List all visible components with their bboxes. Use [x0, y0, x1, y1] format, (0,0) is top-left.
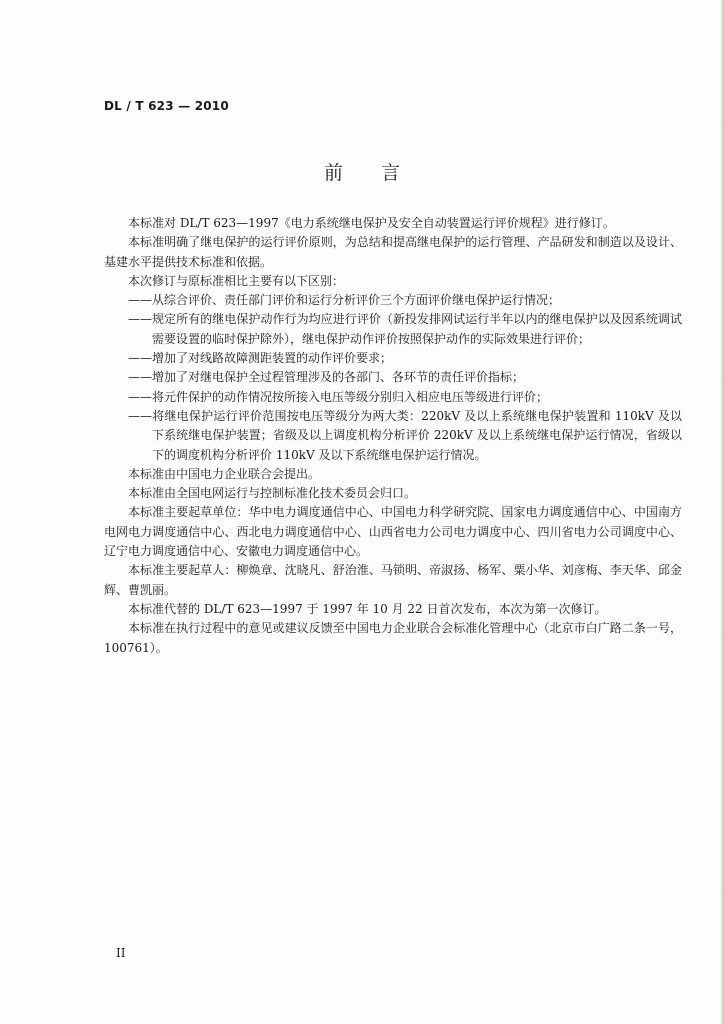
paragraph-proposer: 本标准由中国电力企业联合会提出。	[128, 466, 321, 481]
paragraph-changes-intro: 本次修订与原标准相比主要有以下区别：	[128, 273, 345, 288]
paragraph-purpose: 本标准明确了继电保护的运行评价原则，为总结和提高继电保护的运行管理、产品研发和制造以及设计、基建水平提供技术标准和依据。	[104, 235, 682, 269]
page-number: II	[116, 946, 126, 960]
change-item: ——将继电保护运行评价范围按电压等级分为两大类：220kV 及以上系统继电保护装置和 110kV 及以下系统继电保护装置；省级及以上调度机构分析评价 220kV 及以上系统继电保护运行情况，省级以下的调度机构分析评价 110kV 及以下系统继电保护运行情况。	[128, 408, 682, 462]
paragraph-drafting-units: 本标准主要起草单位：华中电力调度通信中心、中国电力科学研究院、国家电力调度通信中心、中国南方电网电力调度通信中心、西北电力调度通信中心、山西省电力公司电力调度中心、四川省电力公司调度中心、辽宁电力调度通信中心、安徽电力调度通信中心。	[104, 505, 682, 559]
scan-edge-shadow	[720, 0, 724, 1024]
paragraph-supersedes: 本标准代替的 DL/T 623—1997 于 1997 年 10 月 22 日首次发布，本次为第一次修订。	[128, 601, 607, 616]
paragraph-drafters: 本标准主要起草人：柳焕章、沈晓凡、舒治淮、马锁明、帝淑扬、杨军、粟小华、刘彦梅、李天华、邱金辉、曹凯丽。	[104, 563, 682, 597]
change-item: ——将元件保护的动作情况按所接入电压等级分别归入相应电压等级进行评价；	[128, 389, 549, 404]
document-code: DL / T 623 — 2010	[104, 99, 229, 113]
change-item: ——增加了对线路故障测距装置的动作评价要求；	[128, 351, 393, 366]
change-item: ——规定所有的继电保护动作行为均应进行评价（新投发排网试运行半年以内的继电保护以及因系统调试需要设置的临时保护除外），继电保护动作评价按照保护动作的实际效果进行评价；	[128, 312, 682, 346]
foreword-body	[104, 214, 682, 658]
paragraph-feedback: 本标准在执行过程中的意见或建议反馈至中国电力企业联合会标准化管理中心（北京市白广路二条一号，100761）。	[104, 621, 682, 655]
change-item: ——增加了对继电保护全过程管理涉及的各部门、各环节的责任评价指标；	[128, 370, 525, 385]
page-title: 前言	[323, 162, 438, 184]
change-item: ——从综合评价、责任部门评价和运行分析评价三个方面评价继电保护运行情况；	[128, 293, 561, 308]
paragraph-revision: 本标准对 DL/T 623—1997《电力系统继电保护及安全自动装置运行评价规程》进行修订。	[128, 216, 615, 230]
paragraph-committee: 本标准由全国电网运行与控制标准化技术委员会归口。	[128, 486, 417, 501]
